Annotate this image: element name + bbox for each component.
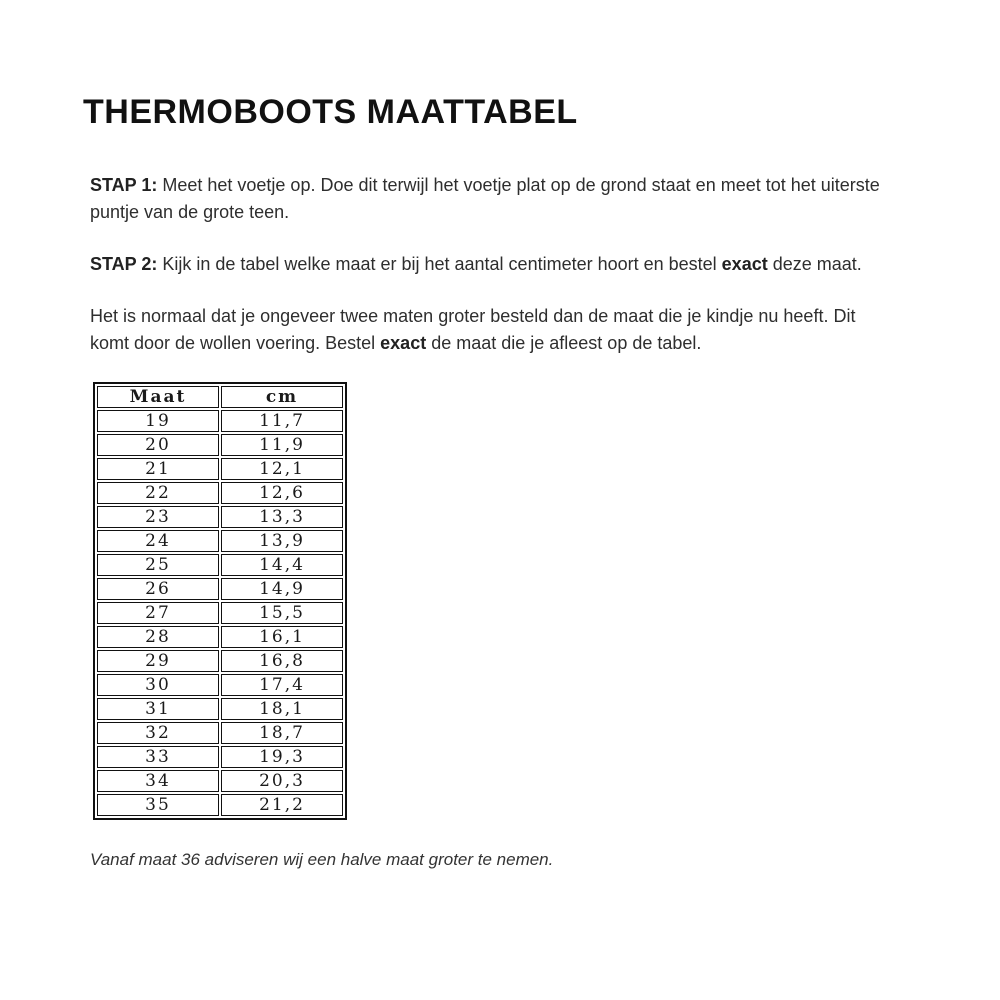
maat-cell: 35 [97,794,219,816]
table-row [97,410,343,432]
maat-cell: 24 [97,530,219,552]
cm-cell: 19,3 [221,746,343,768]
content-area [90,172,895,870]
maat-cell: 34 [97,770,219,792]
bold-text-segment: exact [380,333,427,353]
cm-cell: 15,5 [221,602,343,624]
bold-text-segment: STAP 1: [90,175,158,195]
maat-cell: 20 [97,434,219,456]
table-row [97,506,343,528]
table-row [97,602,343,624]
cm-cell: 14,9 [221,578,343,600]
cm-cell: 13,3 [221,506,343,528]
text-segment: Meet het voetje op. Doe dit terwijl het voetje plat op de grond staat en meet tot het uiterste puntje van de grote teen. [90,175,880,222]
cm-cell: 12,1 [221,458,343,480]
instruction-paragraph [90,251,895,278]
maat-cell: 28 [97,626,219,648]
table-row [97,674,343,696]
bold-text-segment: exact [721,254,768,274]
table-row [97,578,343,600]
cm-cell: 16,8 [221,650,343,672]
maat-cell: 27 [97,602,219,624]
table-row [97,722,343,744]
maat-cell: 31 [97,698,219,720]
cm-cell: 14,4 [221,554,343,576]
footer-note: Vanaf maat 36 adviseren wij een halve maat groter te nemen. [90,850,554,869]
cm-cell: 12,6 [221,482,343,504]
maat-cell: 23 [97,506,219,528]
cm-cell: 17,4 [221,674,343,696]
cm-cell: 11,7 [221,410,343,432]
table-header-row [97,386,343,408]
cm-cell: 18,1 [221,698,343,720]
maat-cell: 29 [97,650,219,672]
cm-cell: 20,3 [221,770,343,792]
maat-cell: 33 [97,746,219,768]
cm-cell: 21,2 [221,794,343,816]
cm-cell: 16,1 [221,626,343,648]
size-table [93,382,347,820]
maat-cell: 25 [97,554,219,576]
maat-cell: 26 [97,578,219,600]
table-row [97,458,343,480]
table-header-cell: cm [221,386,343,408]
text-segment: deze maat. [767,254,862,274]
table-header-cell: Maat [97,386,219,408]
maat-cell: 32 [97,722,219,744]
table-row [97,770,343,792]
table-row [97,626,343,648]
table-row [97,650,343,672]
page-title: THERMOBOOTS MAATTABEL [83,93,578,131]
table-row [97,554,343,576]
maat-cell: 22 [97,482,219,504]
text-segment: Kijk in de tabel welke maat er bij het aantal centimeter hoort en bestel [157,254,722,274]
text-segment: de maat die je afleest op de tabel. [426,333,702,353]
table-row [97,482,343,504]
bold-text-segment: STAP 2: [90,254,158,274]
table-row [97,794,343,816]
cm-cell: 11,9 [221,434,343,456]
text-segment: Het is normaal dat je ongeveer twee maten groter besteld dan de maat die je kindje nu heeft. Dit komt door de wollen voering. Bestel [90,306,856,353]
maat-cell: 30 [97,674,219,696]
cm-cell: 13,9 [221,530,343,552]
table-row [97,746,343,768]
instruction-paragraphs [90,172,895,357]
maat-cell: 19 [97,410,219,432]
table-row [97,698,343,720]
table-row [97,530,343,552]
instruction-paragraph [90,172,895,226]
instruction-paragraph [90,303,895,357]
cm-cell: 18,7 [221,722,343,744]
table-row [97,434,343,456]
maat-cell: 21 [97,458,219,480]
